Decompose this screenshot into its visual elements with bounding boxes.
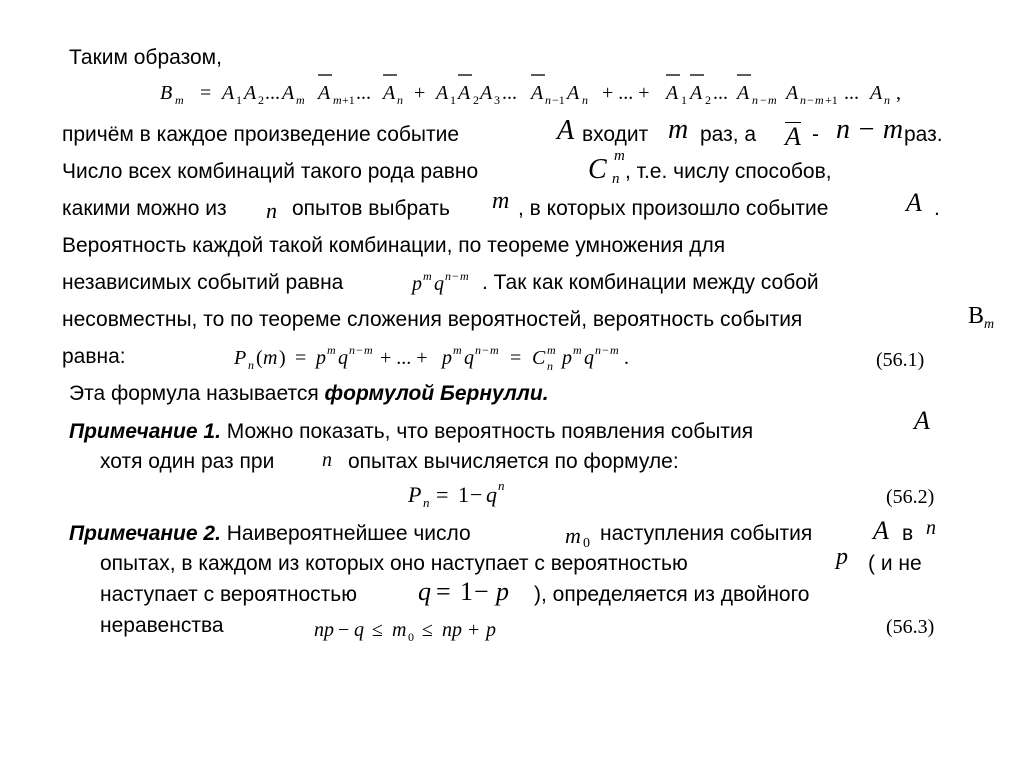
svg-text:n: n [752,93,758,107]
svg-text:m: m [547,343,556,357]
svg-text:A: A [737,82,750,104]
formula-q-1-minus-p [416,574,536,608]
svg-text:−: − [356,343,363,357]
svg-text:m: m [364,343,373,357]
line-3-text-a: Число всех комбинаций такого рода равно [62,160,479,183]
line-8-text: равна: [62,345,126,368]
svg-text:q: q [338,347,348,369]
svg-text:m: m [423,269,432,283]
svg-text:A: A [222,82,235,104]
symbol-m0: m [565,523,581,548]
svg-text:1: 1 [460,577,473,606]
note-2-text-b: наступления события [600,522,813,545]
note-2-label: Примечание 2. [69,522,221,545]
svg-text:np: np [314,619,334,641]
svg-text:A: A [786,82,799,104]
symbol-b-sub-m: m [984,317,995,332]
svg-text:1: 1 [458,482,469,507]
svg-text:m: m [263,347,278,369]
svg-text:A: A [244,82,257,104]
line-6-text-b: . Так как комбинации между собой [482,271,819,294]
svg-text:p: p [442,347,452,369]
note-2-text: Наивероятнейшее число [226,522,471,545]
svg-text:+ ... +: + ... + [380,347,428,369]
symbol-m0-sub: 0 [583,536,590,551]
svg-text:1: 1 [450,93,456,107]
note-1-line-2a: хотя один раз при [100,450,275,473]
svg-text:np: np [442,619,462,641]
svg-text:q: q [486,482,497,507]
line-7-text: несовместны, то по теореме сложения вероятностей, вероятность события [62,308,803,331]
svg-text:=: = [436,482,449,507]
svg-text:n: n [800,93,806,107]
symbol-n-minus-m: n − m [836,114,904,145]
svg-text:+ ... +: + ... + [602,82,650,104]
svg-text:...: ... [713,82,728,104]
svg-text:n: n [397,93,403,107]
symbol-n-2: n [322,449,332,471]
svg-text:−: − [452,269,459,283]
svg-text:≤: ≤ [372,619,383,641]
svg-text:m: m [610,343,619,357]
svg-text:m: m [175,93,184,107]
svg-text:C: C [532,347,546,369]
svg-text:−: − [807,93,814,107]
symbol-b: B [968,303,985,329]
svg-text:m: m [296,93,305,107]
svg-text:m: m [573,343,582,357]
intro-text: Таким образом, [69,46,222,69]
svg-text:2: 2 [473,93,479,107]
symbol-m-2: m [492,188,510,214]
svg-text:n: n [595,343,601,357]
svg-text:n: n [884,93,890,107]
svg-text:n: n [498,478,505,493]
svg-text:p: p [316,347,326,369]
equation-number-2: (56.2) [886,486,935,508]
note-1-text: Можно показать, что вероятность появления события [226,420,754,443]
note-1-line-2b: опытах вычисляется по формуле: [348,450,679,473]
svg-text:−: − [482,343,489,357]
svg-text:A: A [666,82,679,104]
line-2-text-e: раз. [904,123,943,146]
svg-text:−1: −1 [552,93,565,107]
svg-text:3: 3 [494,93,500,107]
svg-text:n: n [547,359,553,373]
note-2-line-2b: ( и не [868,552,922,575]
svg-text:=: = [436,577,451,606]
svg-text:m: m [460,269,469,283]
svg-text:=: = [510,347,522,369]
line-4-text-b: опытов выбрать [292,197,450,220]
svg-text:m: m [815,93,824,107]
line-3-text-b: , т.е. числу способов, [625,160,832,183]
svg-text:(: ( [256,347,263,369]
svg-text:−: − [338,619,350,641]
note-2-text-c: в [902,522,914,545]
note-1-label: Примечание 1. [69,420,221,443]
symbol-c: C [588,154,607,185]
svg-text:n: n [423,495,430,510]
note-2-line-3a: наступает с вероятностью [100,583,357,606]
svg-text:): ) [279,347,286,369]
line-2-text-c: раз, а [700,123,757,146]
svg-text:p: p [486,619,496,641]
svg-text:2: 2 [705,93,711,107]
svg-text:=: = [295,347,307,369]
svg-text:p: p [496,577,509,606]
svg-text:B: B [160,82,173,104]
svg-text:n: n [445,269,451,283]
svg-text:m: m [327,343,336,357]
symbol-n: n [266,198,277,223]
svg-text:m: m [392,619,407,641]
symbol-a-4: A [873,516,889,545]
symbol-a-3: A [914,406,930,435]
svg-text:A: A [282,82,295,104]
svg-text:+: + [468,619,480,641]
svg-text:m: m [453,343,462,357]
note-1-line-1 [69,421,753,442]
svg-text:A: A [480,82,493,104]
symbol-c-sup-m: m [614,148,625,164]
line-4-text-c: , в которых произошло событие [518,197,829,220]
line-5-text: Вероятность каждой такой комбинации, по теореме умножения для [62,234,726,257]
svg-text:q: q [434,273,444,295]
svg-text:1: 1 [681,93,687,107]
symbol-a-2: A [906,188,922,217]
svg-text:n: n [545,93,551,107]
equation-number-3: (56.3) [886,616,935,638]
note-2-line-3b: ), определяется из двойного [534,583,810,606]
svg-text:A: A [690,82,703,104]
line-2-text-b: входит [582,123,649,146]
svg-text:A: A [318,82,331,104]
svg-text:n: n [349,343,355,357]
svg-text:−: − [470,482,483,507]
svg-text:A: A [383,82,396,104]
svg-text:...: ... [844,82,859,104]
svg-text:q: q [418,577,431,606]
svg-text:...: ... [502,82,517,104]
svg-text:−: − [602,343,609,357]
svg-text:+1: +1 [342,93,355,107]
symbol-c-sub-n: n [612,171,620,187]
svg-text:p: p [562,347,572,369]
svg-text:q: q [584,347,594,369]
symbol-m: m [668,114,689,145]
formula-double-inequality [312,614,552,648]
svg-text:m: m [333,93,342,107]
svg-text:n: n [475,343,481,357]
svg-text:P: P [234,347,247,369]
svg-text:A: A [458,82,471,104]
svg-text:...: ... [356,82,371,104]
bernoulli-text [69,383,549,404]
line-6-text-a: независимых событий равна [62,271,344,294]
bernoulli-name: формулой Бернулли. [324,382,549,405]
svg-text:A: A [870,82,883,104]
svg-text:−: − [474,577,489,606]
line-4-text-a: какими можно из [62,197,227,220]
symbol-a: A [557,115,575,146]
svg-text:q: q [464,347,474,369]
line-4-text-d: . [934,197,940,220]
svg-text:A: A [531,82,544,104]
svg-text:m: m [490,343,499,357]
svg-text:1: 1 [236,93,242,107]
svg-text:n: n [248,358,254,372]
svg-text:n: n [582,93,588,107]
svg-text:=: = [200,82,212,104]
svg-text:q: q [354,619,364,641]
line-2-text-d: - [812,123,819,146]
equation-number-1: (56.1) [876,349,925,371]
symbol-p: p [836,544,848,570]
symbol-a-bar: A [785,122,801,151]
svg-text:A: A [567,82,580,104]
bernoulli-text-a: Эта формула называется [69,382,319,405]
svg-text:...: ... [265,82,280,104]
svg-text:p: p [412,273,422,295]
note-2-line-1 [69,523,471,544]
note-2-line-4: неравенства [100,614,224,637]
svg-text:,: , [896,82,901,104]
symbol-n-3: n [926,517,936,539]
line-2-text-a: причём в каждое произведение событие [62,123,460,146]
svg-text:−: − [760,93,767,107]
formula-pn-1-qn [406,476,526,512]
svg-text:m: m [768,93,777,107]
svg-text:0: 0 [408,630,414,644]
svg-text:≤: ≤ [422,619,433,641]
svg-text:2: 2 [258,93,264,107]
svg-text:+1: +1 [825,93,838,107]
svg-text:.: . [624,347,629,369]
svg-text:+: + [414,82,426,104]
svg-text:P: P [408,482,422,507]
note-2-line-2a: опытах, в каждом из которых оно наступает с вероятностью [100,552,688,575]
svg-text:A: A [436,82,449,104]
